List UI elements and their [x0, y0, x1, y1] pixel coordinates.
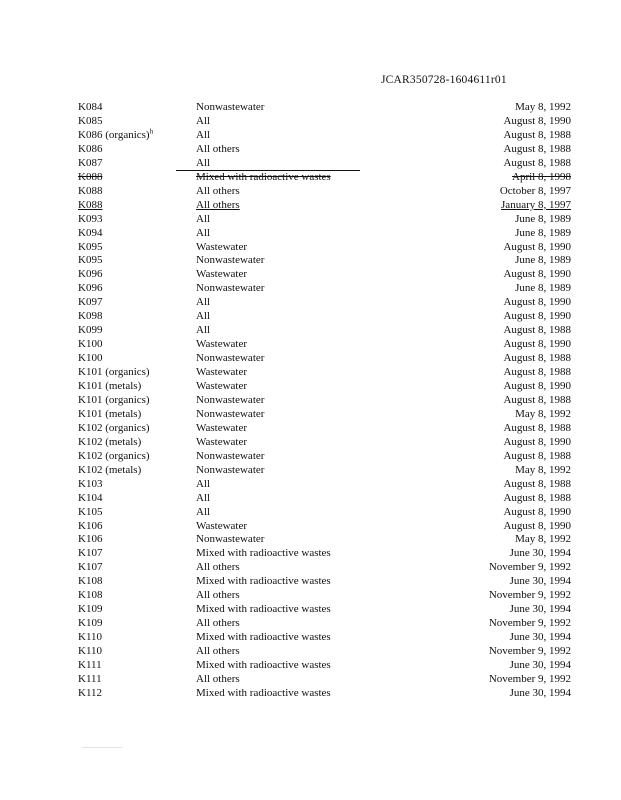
table-row	[0, 505, 621, 519]
waste-code-text: K107	[78, 561, 103, 574]
waste-description: Nonwastewater	[196, 282, 265, 295]
table-row	[0, 491, 621, 505]
waste-code	[78, 393, 150, 407]
waste-code-text: K104	[78, 491, 103, 504]
effective-date: August 8, 1990	[503, 505, 571, 518]
waste-code-text: K111	[78, 659, 102, 671]
waste-code-text: K101 (organics)	[78, 366, 150, 379]
effective-date: August 8, 1988	[503, 449, 571, 462]
table-row	[0, 616, 621, 630]
waste-description: All	[196, 114, 211, 127]
waste-code	[78, 477, 102, 491]
table-row	[0, 240, 621, 254]
table-row	[0, 672, 621, 686]
effective-date: November 9, 1992	[488, 561, 571, 574]
waste-code	[78, 463, 141, 477]
waste-code	[78, 630, 102, 644]
waste-code-text: K088	[78, 198, 103, 211]
waste-description: All	[196, 324, 211, 337]
table-row	[0, 588, 621, 602]
table-row	[0, 100, 621, 114]
waste-description: All	[196, 477, 211, 490]
waste-code	[78, 114, 102, 128]
waste-code-text: K086	[78, 142, 103, 155]
table-row	[0, 407, 621, 421]
effective-date: April 8, 1998	[512, 170, 571, 183]
waste-code	[78, 658, 102, 672]
table-row	[0, 686, 621, 700]
effective-date: August 8, 1990	[503, 338, 571, 351]
waste-description: All	[196, 310, 211, 323]
effective-date: June 30, 1994	[509, 547, 571, 560]
waste-code-text: K097	[78, 296, 103, 309]
table-row	[0, 560, 621, 574]
waste-code-text: K103	[78, 477, 103, 490]
waste-code-text: K108	[78, 589, 103, 602]
waste-description: Wastewater	[196, 435, 248, 448]
waste-code	[78, 198, 102, 212]
effective-date: May 8, 1992	[515, 463, 571, 476]
table-row	[0, 184, 621, 198]
waste-description: All others	[196, 184, 240, 197]
waste-code-text: K107	[78, 547, 103, 560]
waste-description: Mixed with radioactive wastes	[196, 686, 331, 699]
effective-date: June 30, 1994	[509, 603, 571, 616]
effective-date: August 8, 1990	[503, 519, 571, 532]
table-row	[0, 602, 621, 616]
waste-code-text: K095	[78, 254, 103, 267]
table-row	[0, 253, 621, 267]
effective-date: June 30, 1994	[509, 659, 571, 671]
effective-date: June 30, 1994	[509, 631, 571, 644]
effective-date: August 8, 1988	[503, 421, 571, 434]
waste-code-text: K109	[78, 603, 103, 616]
waste-description: All others	[196, 561, 240, 574]
waste-code	[78, 421, 150, 435]
table-row	[0, 323, 621, 337]
waste-code-text: K096	[78, 282, 103, 295]
waste-description: Mixed with radioactive wastes	[196, 547, 331, 560]
waste-description: Nonwastewater	[196, 407, 265, 420]
waste-description: Nonwastewater	[196, 254, 265, 267]
waste-code-text: K101 (organics)	[78, 393, 150, 406]
waste-description: Wastewater	[196, 240, 248, 253]
waste-description: Nonwastewater	[196, 393, 265, 406]
waste-description: All	[196, 296, 211, 309]
table-row	[0, 421, 621, 435]
waste-code	[78, 226, 102, 240]
waste-code	[78, 644, 102, 658]
effective-date: August 8, 1988	[503, 491, 571, 504]
waste-code	[78, 532, 102, 546]
waste-code-text: K100	[78, 338, 103, 351]
waste-code-text: K087	[78, 156, 103, 169]
waste-description: Mixed with radioactive wastes	[196, 575, 331, 588]
table-row	[0, 574, 621, 588]
effective-date: August 8, 1988	[503, 366, 571, 379]
waste-description: Mixed with radioactive wastes	[196, 659, 331, 671]
effective-date: August 8, 1990	[503, 268, 571, 281]
waste-description: All	[196, 491, 211, 504]
waste-code-text: K106	[78, 533, 103, 546]
waste-code	[78, 142, 102, 156]
waste-code-text: K084	[78, 101, 103, 113]
waste-code-text: K101 (metals)	[78, 380, 142, 392]
waste-code	[78, 309, 102, 323]
table-row	[0, 351, 621, 365]
waste-code	[78, 672, 102, 686]
table-row	[0, 295, 621, 309]
waste-code	[78, 128, 153, 142]
table-row	[0, 226, 621, 240]
effective-date: November 9, 1992	[488, 617, 571, 630]
table-row	[0, 267, 621, 281]
table-row	[0, 337, 621, 351]
table-row	[0, 281, 621, 295]
effective-date: June 8, 1989	[515, 282, 571, 295]
effective-date: August 8, 1988	[503, 128, 571, 141]
waste-description: All	[196, 505, 211, 518]
waste-code-text: K099	[78, 324, 103, 337]
effective-date: June 30, 1994	[509, 575, 571, 588]
waste-description: All	[196, 212, 211, 225]
waste-description: Nonwastewater	[196, 101, 265, 113]
waste-code	[78, 491, 102, 505]
effective-date: May 8, 1992	[515, 533, 571, 546]
effective-date: November 9, 1992	[488, 645, 571, 658]
waste-code	[78, 253, 102, 267]
waste-description: Wastewater	[196, 268, 248, 281]
footer-mark	[82, 747, 122, 748]
table-row	[0, 114, 621, 128]
waste-code	[78, 449, 150, 463]
waste-description: All others	[196, 142, 240, 155]
effective-date: August 8, 1990	[503, 310, 571, 323]
waste-code	[78, 100, 102, 114]
waste-code	[78, 588, 102, 602]
waste-code	[78, 602, 102, 616]
effective-date: November 9, 1992	[488, 672, 571, 685]
waste-code	[78, 337, 102, 351]
waste-description: All others	[196, 672, 240, 685]
effective-date: October 8, 1997	[499, 184, 571, 197]
table-row	[0, 142, 621, 156]
effective-date: June 8, 1989	[515, 226, 571, 239]
effective-date: August 8, 1988	[503, 477, 571, 490]
waste-code	[78, 686, 102, 700]
table-row	[0, 658, 621, 672]
waste-code	[78, 435, 141, 449]
waste-description: All others	[196, 589, 240, 602]
waste-code	[78, 379, 141, 393]
waste-code-text: K098	[78, 310, 103, 323]
waste-code-text: K088	[78, 184, 103, 197]
effective-date: June 30, 1994	[509, 686, 571, 699]
waste-code-text: K102 (organics)	[78, 421, 150, 434]
waste-code-text: K105	[78, 505, 103, 518]
waste-code-text: K095	[78, 240, 103, 253]
waste-code	[78, 295, 102, 309]
waste-description: All others	[196, 645, 240, 658]
waste-code-text: K109	[78, 617, 103, 630]
table-row	[0, 644, 621, 658]
table-row	[0, 519, 621, 533]
effective-date: August 8, 1990	[503, 435, 571, 448]
waste-code-text: K112	[78, 686, 103, 699]
waste-description: All others	[196, 617, 240, 630]
waste-code-text: K086 (organics)	[78, 128, 150, 141]
effective-date: January 8, 1997	[501, 198, 571, 211]
waste-description: Wastewater	[196, 421, 248, 434]
table-row	[0, 393, 621, 407]
waste-code	[78, 323, 102, 337]
waste-description: Nonwastewater	[196, 463, 265, 476]
waste-code-text: K102 (metals)	[78, 463, 142, 476]
strikethrough-rule	[176, 170, 360, 171]
effective-date: August 8, 1988	[503, 142, 571, 155]
effective-date: August 8, 1988	[503, 156, 571, 169]
waste-code	[78, 156, 102, 170]
waste-code-text: K100	[78, 352, 103, 365]
waste-description: Wastewater	[196, 366, 248, 379]
effective-date: August 8, 1990	[503, 114, 571, 127]
waste-description: Mixed with radioactive wastes	[196, 170, 331, 183]
waste-code-text: K085	[78, 114, 103, 127]
table-row	[0, 546, 621, 560]
waste-description: All	[196, 128, 211, 141]
waste-code	[78, 560, 102, 574]
table-row	[0, 309, 621, 323]
waste-description: Wastewater	[196, 519, 248, 532]
waste-description: All others	[196, 198, 240, 211]
waste-code-text: K102 (organics)	[78, 449, 150, 462]
waste-code	[78, 170, 102, 184]
effective-date: June 8, 1989	[515, 212, 571, 225]
waste-code-text: K110	[78, 645, 103, 658]
effective-date: November 9, 1992	[488, 589, 571, 602]
table-row	[0, 532, 621, 546]
effective-date: May 8, 1992	[515, 407, 571, 420]
waste-code-text: K108	[78, 575, 103, 588]
table-row	[0, 630, 621, 644]
waste-code	[78, 407, 141, 421]
waste-code	[78, 574, 102, 588]
effective-date: August 8, 1990	[503, 240, 571, 253]
waste-code-text: K088	[78, 170, 103, 183]
waste-description: All	[196, 226, 211, 239]
effective-date: August 8, 1988	[503, 352, 571, 365]
waste-description: Mixed with radioactive wastes	[196, 603, 331, 616]
waste-code	[78, 519, 102, 533]
table-row	[0, 212, 621, 226]
effective-date: June 8, 1989	[515, 254, 571, 267]
effective-date: August 8, 1990	[503, 296, 571, 309]
waste-code	[78, 546, 102, 560]
table-row	[0, 198, 621, 212]
waste-code-text: K106	[78, 519, 103, 532]
waste-code-text: K110	[78, 631, 103, 644]
waste-code-text: K101 (metals)	[78, 407, 142, 420]
waste-code	[78, 365, 150, 379]
effective-date: May 8, 1992	[515, 101, 571, 113]
effective-date: August 8, 1990	[503, 380, 571, 392]
waste-code	[78, 184, 102, 198]
waste-code	[78, 281, 102, 295]
waste-description: Mixed with radioactive wastes	[196, 631, 331, 644]
waste-description: Wastewater	[196, 338, 248, 351]
waste-code-text: K094	[78, 226, 103, 239]
table-row	[0, 379, 621, 393]
waste-code-text: K102 (metals)	[78, 435, 142, 448]
table-row	[0, 156, 621, 170]
footnote-marker: h	[149, 127, 154, 136]
effective-date: August 8, 1988	[503, 393, 571, 406]
waste-code-text: K111	[78, 672, 102, 685]
waste-code	[78, 505, 102, 519]
table-row	[0, 463, 621, 477]
waste-description: Nonwastewater	[196, 449, 265, 462]
table-row	[0, 477, 621, 491]
effective-date: August 8, 1988	[503, 324, 571, 337]
waste-description: Nonwastewater	[196, 533, 265, 546]
waste-description: All	[196, 156, 211, 169]
waste-code	[78, 351, 102, 365]
waste-code	[78, 267, 102, 281]
waste-code-text: K096	[78, 268, 103, 281]
table-row	[0, 365, 621, 379]
table-row	[0, 170, 621, 184]
table-row	[0, 128, 621, 142]
waste-code	[78, 616, 102, 630]
table-row	[0, 449, 621, 463]
waste-description: Nonwastewater	[196, 352, 265, 365]
document-id: JCAR350728-1604611r01	[381, 74, 507, 86]
waste-code-text: K093	[78, 212, 103, 225]
waste-code	[78, 240, 102, 254]
waste-description: Wastewater	[196, 380, 248, 392]
waste-code	[78, 212, 102, 226]
table-row	[0, 435, 621, 449]
